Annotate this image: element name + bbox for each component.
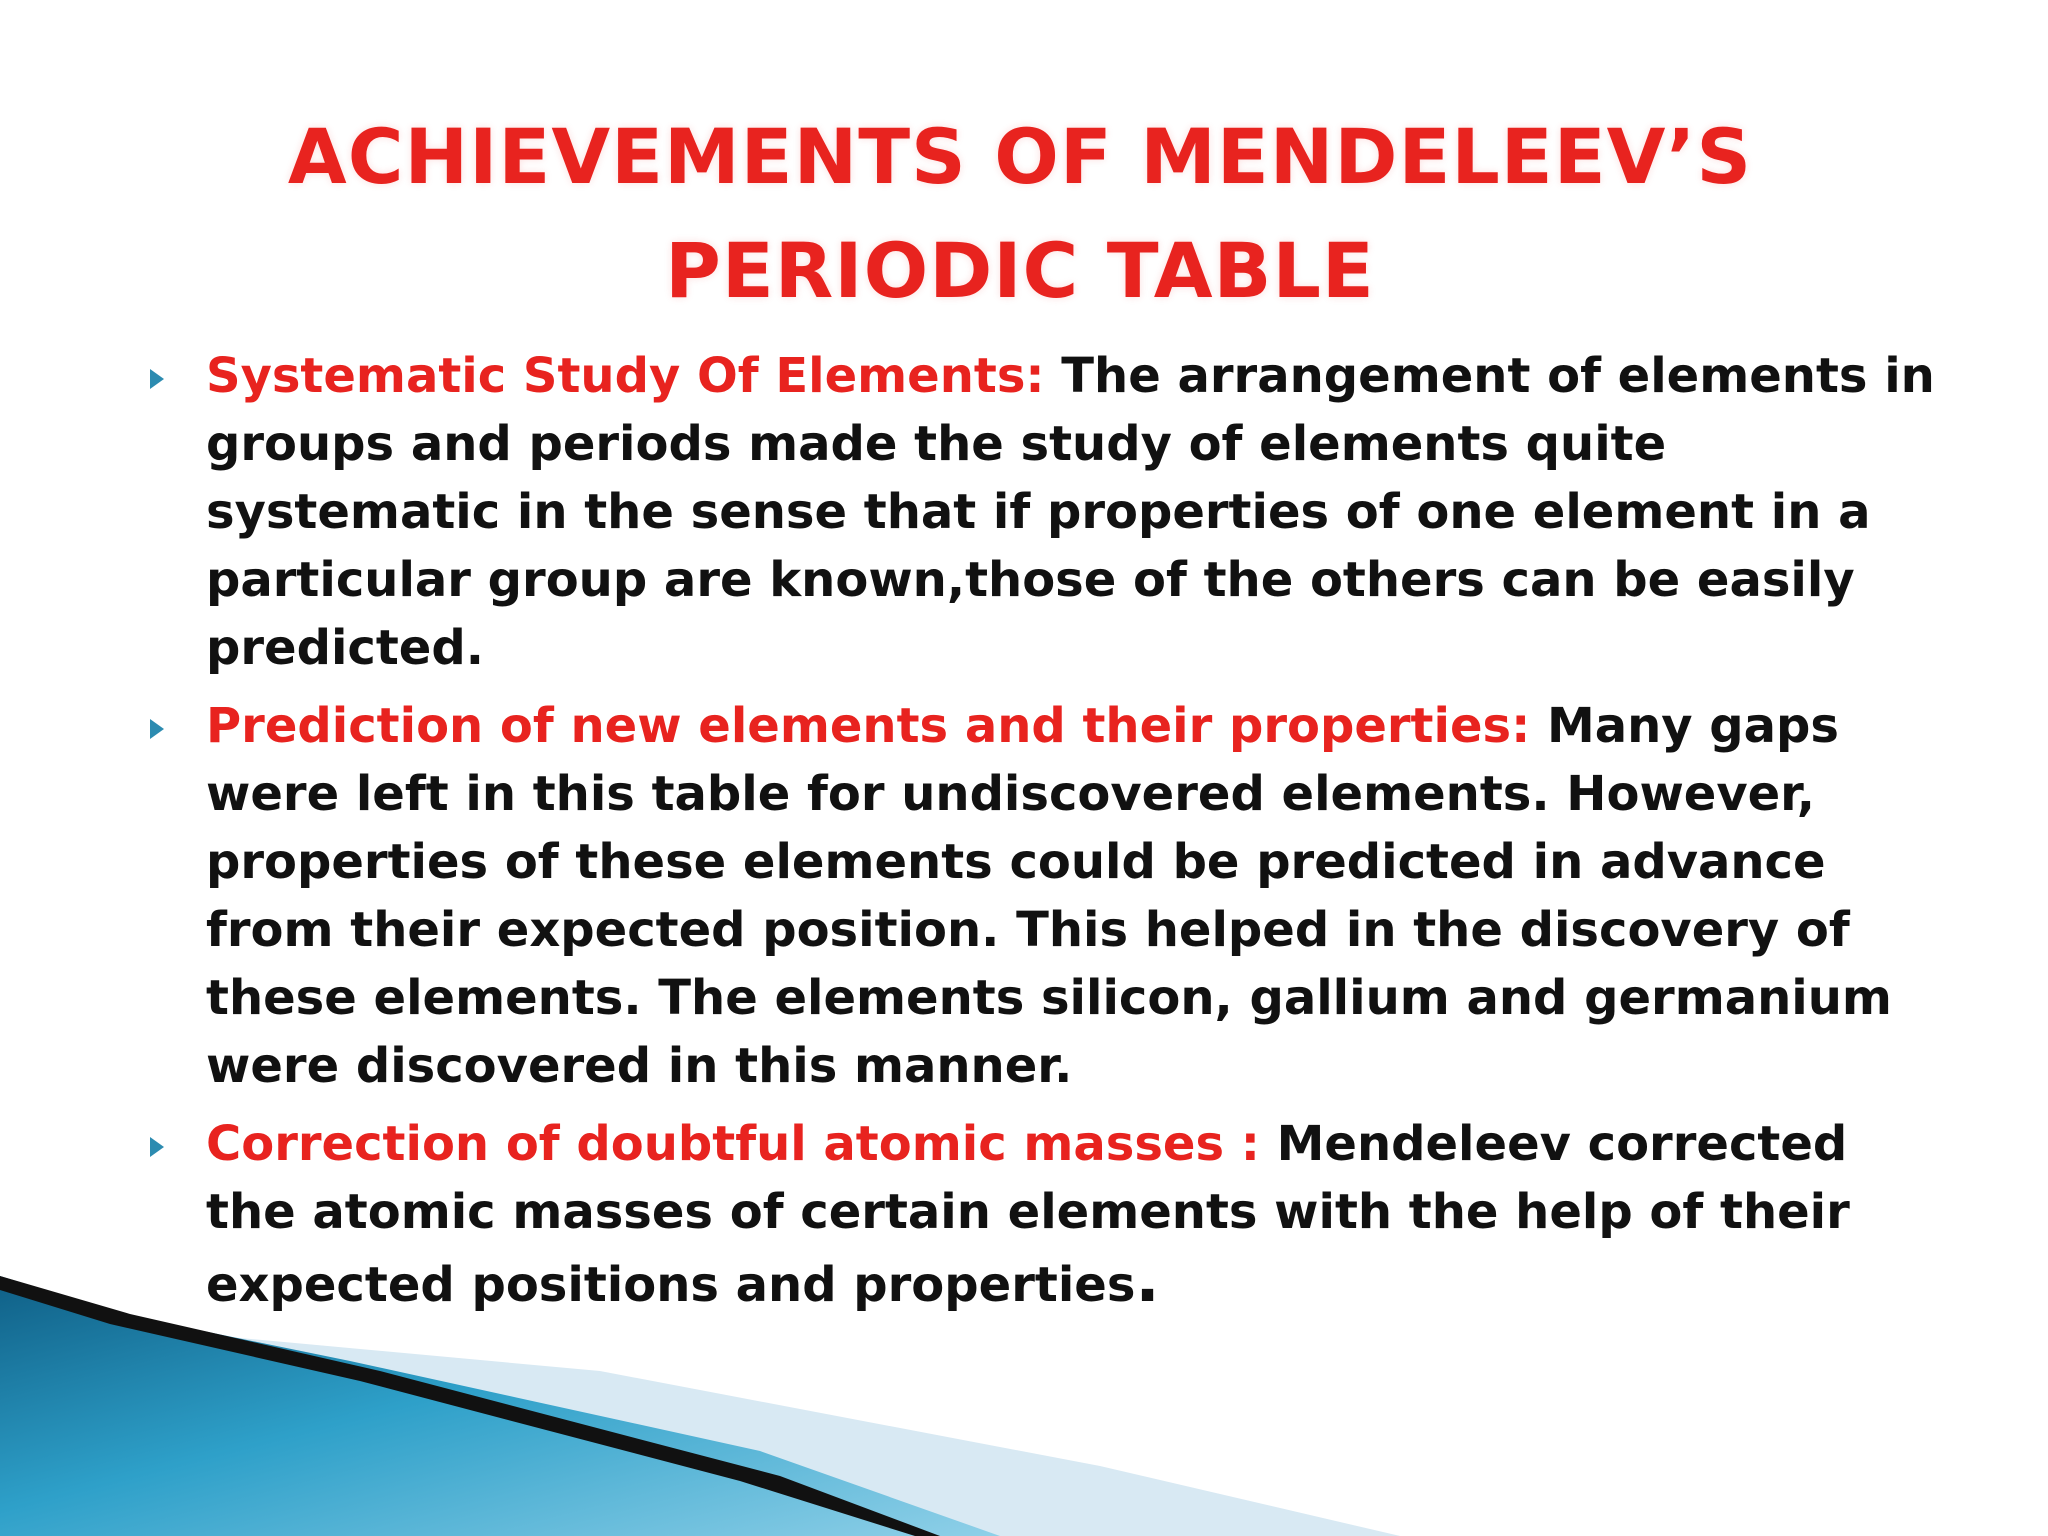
bullet-list (150, 342, 1950, 1329)
bullet-item-prediction (150, 692, 1950, 1100)
bullet-lead: Systematic Study Of Elements: (206, 348, 1045, 404)
bullet-lead: Prediction of new elements and their properties: (206, 698, 1531, 754)
bullet-body: Mendeleev corrected the atomic masses of certain elements with the help of their expected positions and properties (206, 1116, 1850, 1313)
bullet-body: Many gaps were left in this table for undiscovered elements. However, properties of these elements could be predicted in advance from their expected position. This helped in the discovery of these elements. The elements silicon, gallium and germanium were discovered in this manner. (206, 698, 1892, 1094)
slide-title (200, 100, 1840, 328)
corner-wave-decoration (0, 1276, 2048, 1536)
title-line-1: ACHIEVEMENTS OF MENDELEEV’S (287, 112, 1753, 201)
bullet-end-period: . (1135, 1243, 1160, 1317)
bullet-body: The arrangement of elements in groups and periods made the study of elements quite systematic in the sense that if properties of one element in a particular group are known,those of the others can be easily predicted. (206, 348, 1935, 676)
bullet-lead: Correction of doubtful atomic masses : (206, 1116, 1260, 1172)
play-triangle-icon (150, 369, 164, 389)
title-line-2: PERIODIC TABLE (665, 226, 1375, 315)
bullet-item-systematic-study (150, 342, 1950, 682)
play-triangle-icon (150, 719, 164, 739)
play-triangle-icon (150, 1137, 164, 1157)
